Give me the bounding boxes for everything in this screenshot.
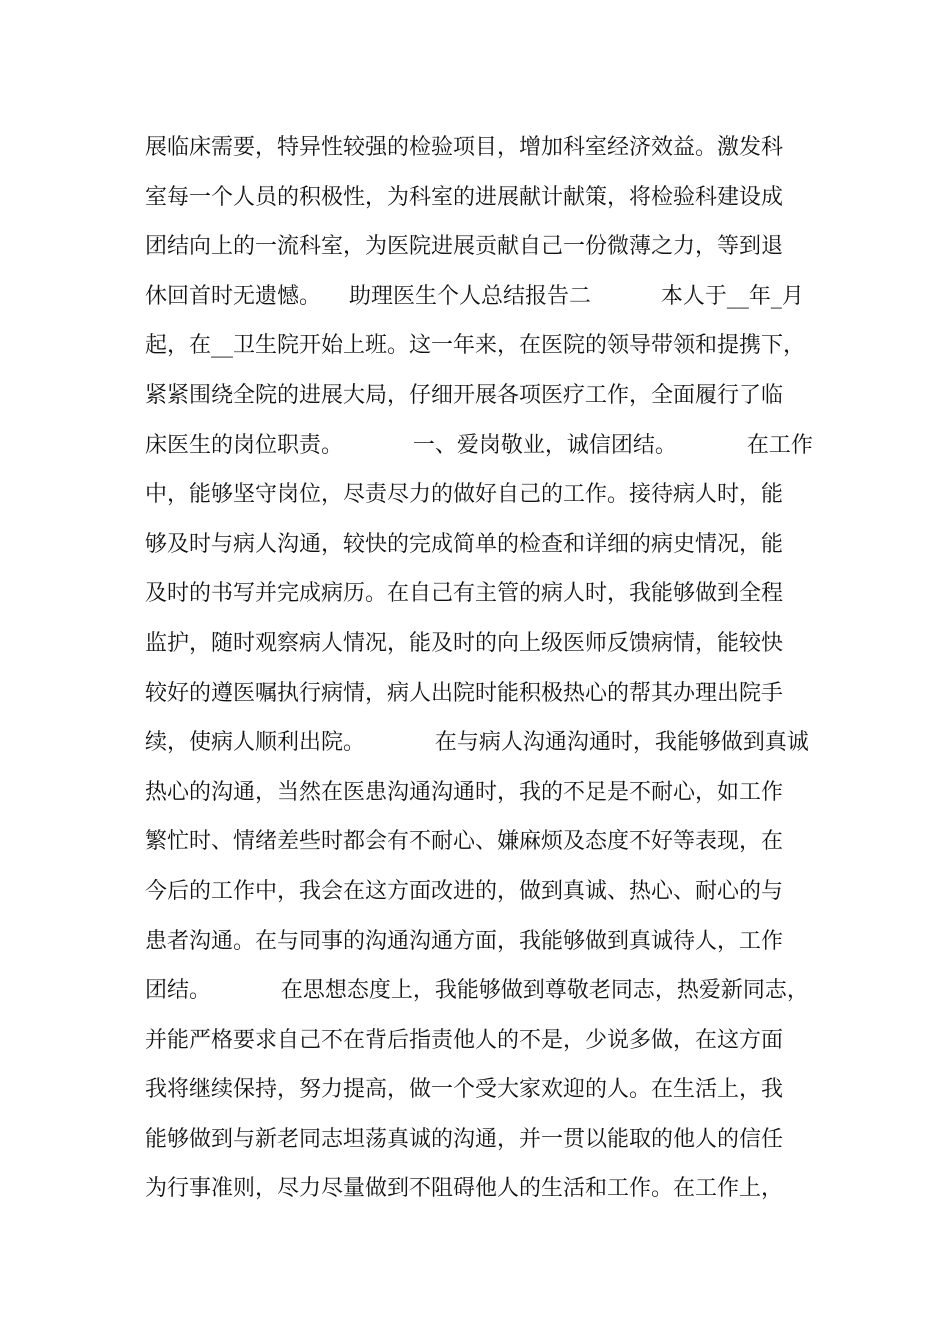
text-line: 较好的遵医嘱执行病情，病人出院时能积极热心的帮其办理出院手 — [145, 680, 784, 706]
text-line: 起，在__卫生院开始上班。这一年来，在医院的领导带领和提携下， — [145, 333, 806, 359]
body-text — [145, 128, 825, 1219]
text-line: 展临床需要，特异性较强的检验项目，增加科室经济效益。激发科 — [145, 135, 784, 160]
text-line: 监护，随时观察病人情况，能及时的向上级医师反馈病情，能较快 — [145, 630, 784, 656]
text-line: 今后的工作中，我会在这方面改进的，做到真诚、热心、耐心的与 — [145, 878, 784, 904]
text-line: 休回首时无遗憾。 助理医生个人总结报告二 本人于__年_月 — [145, 283, 804, 309]
text-line: 室每一个人员的积极性，为科室的进展献计献策，将检验科建设成 — [145, 184, 784, 210]
text-line: 紧紧围绕全院的进展大局，仔细开展各项医疗工作，全面履行了临 — [145, 382, 784, 408]
text-line: 续，使病人顺利出院。 在与病人沟通沟通时，我能够做到真诚 — [145, 730, 809, 756]
text-line: 团结向上的一流科室，为医院进展贡献自己一份微薄之力，等到退 — [145, 234, 784, 260]
text-line: 床医生的岗位职责。 一、爱岗敬业，诚信团结。 在工作 — [145, 432, 813, 458]
text-line: 我将继续保持，努力提高，做一个受大家欢迎的人。在生活上，我 — [145, 1077, 784, 1103]
text-line: 热心的沟通，当然在医患沟通沟通时，我的不足是不耐心，如工作 — [145, 779, 784, 805]
text-line: 团结。 在思想态度上，我能够做到尊敬老同志，热爱新同志， — [145, 978, 809, 1004]
text-line: 能够做到与新老同志坦荡真诚的沟通，并一贯以能取的他人的信任 — [145, 1126, 784, 1152]
text-line: 并能严格要求自己不在背后指责他人的不是，少说多做，在这方面 — [145, 1027, 784, 1053]
text-line: 患者沟通。在与同事的沟通沟通方面，我能够做到真诚待人，工作 — [145, 928, 784, 954]
text-line: 为行事准则，尽力尽量做到不阻碍他人的生活和工作。在工作上， — [145, 1176, 784, 1202]
text-line: 繁忙时、情绪差些时都会有不耐心、嫌麻烦及态度不好等表现，在 — [145, 829, 784, 855]
text-line: 中，能够坚守岗位，尽责尽力的做好自己的工作。接待病人时，能 — [145, 482, 784, 508]
text-line: 够及时与病人沟通，较快的完成简单的检查和详细的病史情况，能 — [145, 531, 784, 557]
text-line: 及时的书写并完成病历。在自己有主管的病人时，我能够做到全程 — [145, 581, 784, 607]
